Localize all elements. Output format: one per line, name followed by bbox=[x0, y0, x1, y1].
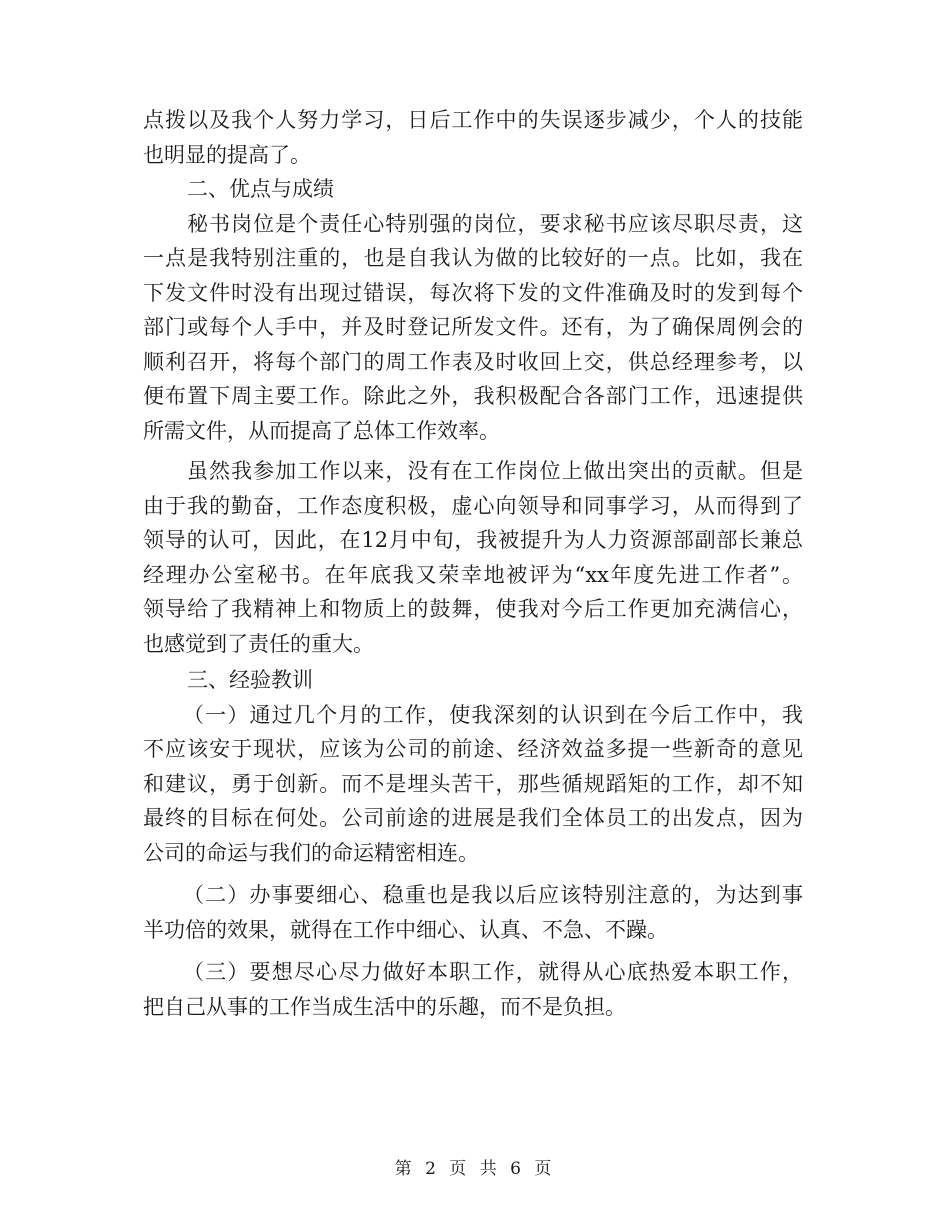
document-body bbox=[143, 103, 803, 1024]
text-line: 也明显的提高了。 bbox=[143, 142, 311, 167]
text-line: 一点是我特别注重的，也是自我认为做的比较好的一点。比如，我在 bbox=[143, 246, 803, 270]
text-line: 把自己从事的工作当成生活中的乐趣，而不是负担。 bbox=[143, 994, 626, 1019]
text-line: 便布置下周主要工作。除此之外，我积极配合各部门工作，迅速提供 bbox=[143, 384, 803, 408]
text-line: 由于我的勤奋，工作态度积极，虚心向领导和同事学习，从而得到了 bbox=[143, 493, 803, 518]
text-line: 最终的目标在何处。公司前途的进展是我们全体员工的出发点，因为 bbox=[143, 806, 803, 830]
text-line: 部门或每个人手中，并及时登记所发文件。还有，为了确保周例会的 bbox=[143, 315, 803, 339]
text-line: 和建议，勇于创新。而不是埋头苦干，那些循规蹈矩的工作，却不知 bbox=[143, 771, 803, 796]
text-line: 经理办公室秘书。在年底我又荣幸地被评为“xx年度先进工作者”。 bbox=[143, 562, 803, 587]
text-line: 领导的认可，因此，在12月中旬，我被提升为人力资源部副部长兼总 bbox=[143, 528, 803, 552]
text-line: 顺利召开，将每个部门的周工作表及时收回上交，供总经理参考，以 bbox=[143, 349, 803, 374]
text-line: （二）办事要细心、稳重也是我以后应该特别注意的，为达到事 bbox=[183, 883, 803, 907]
text-line: 也感觉到了责任的重大。 bbox=[143, 631, 374, 656]
text-line: 半功倍的效果，就得在工作中细心、认真、不急、不躁。 bbox=[143, 917, 668, 942]
text-line: 不应该安于现状，应该为公司的前途、经济效益多提一些新奇的意见 bbox=[143, 737, 803, 761]
text-line: 二、优点与成绩 bbox=[187, 177, 334, 201]
text-line: 点拨以及我个人努力学习，日后工作中的失误逐步减少，个人的技能 bbox=[143, 108, 803, 132]
text-line: 公司的命运与我们的命运精密相连。 bbox=[143, 840, 479, 865]
text-line: 虽然我参加工作以来，没有在工作岗位上做出突出的贡献。但是 bbox=[187, 459, 803, 483]
text-line: （一）通过几个月的工作，使我深刻的认识到在今后工作中，我 bbox=[183, 702, 803, 727]
text-line: （三）要想尽心尽力做好本职工作，就得从心底热爱本职工作， bbox=[183, 960, 803, 984]
text-line: 下发文件时没有出现过错误，每次将下发的文件准确及时的发到每个 bbox=[143, 280, 803, 305]
text-line: 领导给了我精神上和物质上的鼓舞，使我对今后工作更加充满信心， bbox=[143, 597, 803, 621]
page-footer: 第 2 页 共 6 页 bbox=[394, 1159, 556, 1179]
text-line: 秘书岗位是个责任心特别强的岗位，要求秘书应该尽职尽责，这 bbox=[187, 211, 803, 236]
text-line: 三、经验教训 bbox=[187, 668, 313, 692]
text-line: 所需文件，从而提高了总体工作效率。 bbox=[143, 418, 500, 443]
